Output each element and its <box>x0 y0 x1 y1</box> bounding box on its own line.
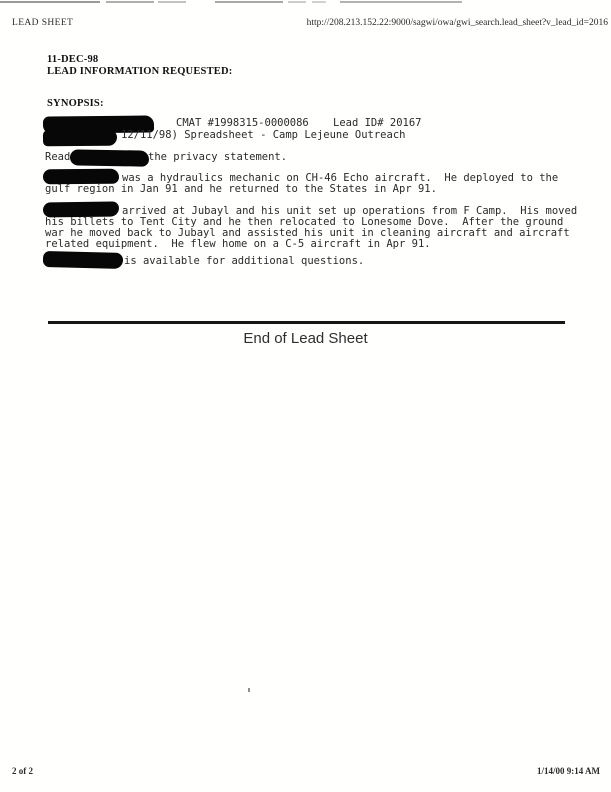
lead-id: Lead ID# 20167 <box>333 117 422 129</box>
spreadsheet-line: 12/11/98) Spreadsheet - Camp Lejeune Outreach <box>121 129 406 141</box>
footer-timestamp: 1/14/00 9:14 AM <box>537 766 600 776</box>
scan-artifact-segment <box>288 1 306 3</box>
redaction-block-5 <box>43 251 123 269</box>
scan-speck <box>248 688 250 692</box>
privacy-line-suffix: the privacy statement. <box>148 151 288 163</box>
availability-line: is available for additional questions. <box>124 255 365 267</box>
paragraph2-line4: related equipment. He flew home on a C-5 aircraft in Apr 91. <box>45 238 431 250</box>
header-title: LEAD SHEET <box>12 18 74 28</box>
end-of-lead-sheet-label: End of Lead Sheet <box>243 330 368 347</box>
document-date: 11-DEC-98 <box>47 54 99 65</box>
scan-artifact-segment <box>158 1 186 3</box>
section-lead-information: LEAD INFORMATION REQUESTED: <box>47 66 233 77</box>
paragraph2-line1: arrived at Jubayl and his unit set up operations from F Camp. His moved <box>122 205 578 217</box>
end-divider-line <box>48 321 565 324</box>
cmat-number: CMAT #1998315-0000086 <box>176 117 309 129</box>
paragraph1-line1: was a hydraulics mechanic on CH-46 Echo aircraft. He deployed to the <box>122 172 559 184</box>
scan-artifact-segment <box>340 1 462 3</box>
redaction-block-2 <box>70 149 149 166</box>
privacy-line-prefix: Read <box>45 151 71 163</box>
redaction-block-3 <box>43 169 119 185</box>
section-synopsis: SYNOPSIS: <box>47 98 104 109</box>
scan-artifact-segment <box>215 1 283 3</box>
scan-artifact-segment <box>0 1 100 3</box>
footer-page-number: 2 of 2 <box>12 766 33 776</box>
redaction-block-1b <box>43 130 117 147</box>
paragraph2-line2: his billets to Tent City and he then relocated to Lonesome Dove. After the ground <box>45 216 564 228</box>
paragraph1-line2: gulf region in Jan 91 and he returned to the States in Apr 91. <box>45 183 437 195</box>
scan-artifact-segment <box>312 1 326 3</box>
paragraph2-line3: war he moved back to Jubayl and assisted his unit in cleaning aircraft and aircraft <box>45 227 570 239</box>
header-url: http://208.213.152.22:9000/sagwi/owa/gwi_search.lead_sheet?v_lead_id=2016 <box>306 18 608 28</box>
scan-artifact-segment <box>106 1 154 3</box>
